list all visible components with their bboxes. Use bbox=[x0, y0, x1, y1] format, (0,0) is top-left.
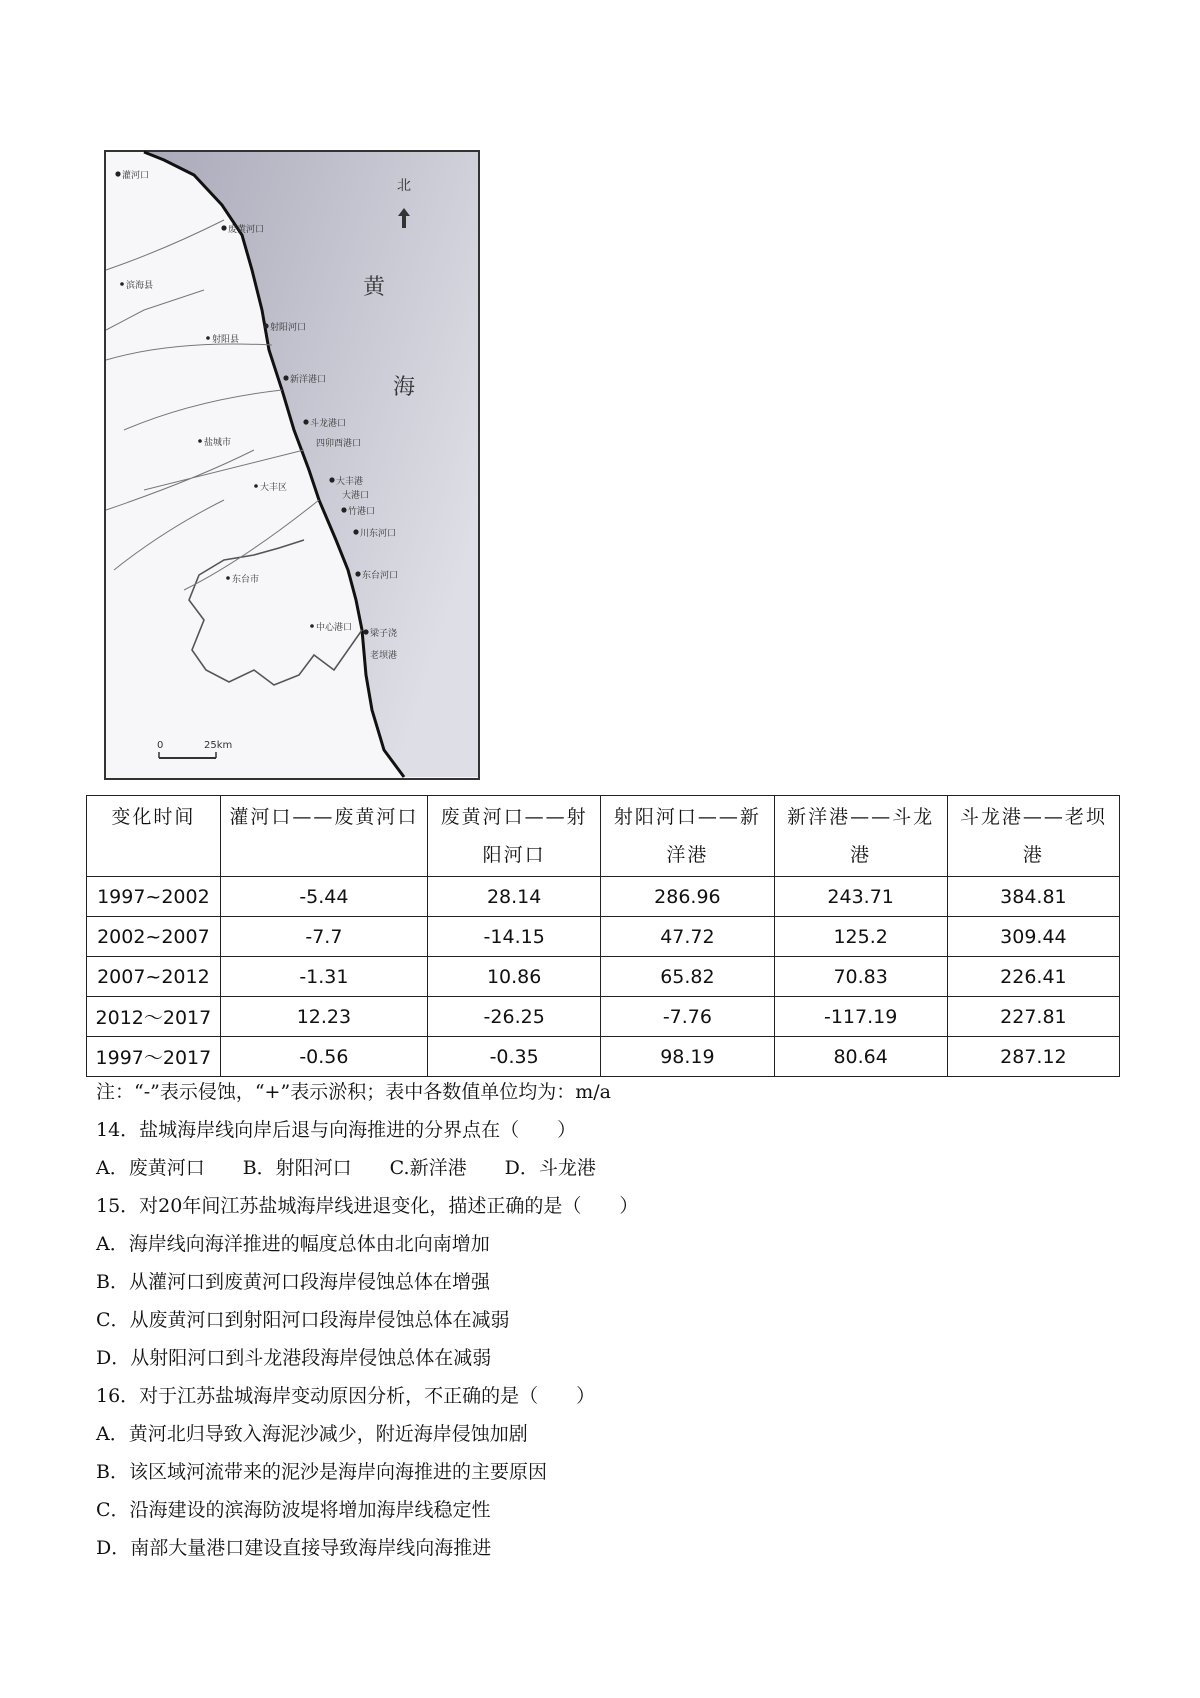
table-row bbox=[87, 1037, 1120, 1077]
table-cell: -0.56 bbox=[220, 1037, 427, 1077]
table-cell: -26.25 bbox=[428, 997, 601, 1037]
place-marker bbox=[353, 529, 358, 534]
place-label: 射阳河口 bbox=[270, 323, 307, 333]
place-marker bbox=[310, 624, 314, 628]
table-cell: 2012～2017 bbox=[87, 997, 221, 1037]
place-marker bbox=[303, 419, 308, 424]
table-cell: 227.81 bbox=[947, 997, 1119, 1037]
place-marker bbox=[198, 439, 202, 443]
table-header-row bbox=[87, 796, 1120, 877]
place-label: 老坝港 bbox=[370, 651, 398, 661]
place-label: 射阳县 bbox=[212, 335, 240, 345]
place-label: 大港口 bbox=[342, 491, 370, 501]
header-segment-3: 射阳河口——新洋港 bbox=[601, 796, 774, 877]
table-cell: -7.76 bbox=[601, 997, 774, 1037]
table-row bbox=[87, 917, 1120, 957]
place-label: 新洋港口 bbox=[290, 375, 327, 385]
table-cell: 70.83 bbox=[774, 957, 947, 997]
place-marker bbox=[263, 323, 268, 328]
scale-zero: 0 bbox=[157, 740, 164, 751]
header-period: 变化时间 bbox=[87, 796, 221, 877]
question-15-option-c: C．从废黄河口到射阳河口段海岸侵蚀总体在减弱 bbox=[96, 1309, 510, 1331]
question-16-option-b: B．该区域河流带来的泥沙是海岸向海推进的主要原因 bbox=[96, 1461, 547, 1483]
place-label: 废黄河口 bbox=[228, 225, 265, 235]
table-cell: 2007~2012 bbox=[87, 957, 221, 997]
table-cell: 80.64 bbox=[774, 1037, 947, 1077]
table-cell: 226.41 bbox=[947, 957, 1119, 997]
header-segment-4: 新洋港——斗龙港 bbox=[774, 796, 947, 877]
table-note: 注：“-”表示侵蚀，“+”表示淤积；表中各数值单位均为：m/a bbox=[96, 1081, 611, 1103]
place-label: 大丰港 bbox=[336, 477, 364, 487]
place-label: 东台河口 bbox=[362, 571, 399, 581]
table-cell: 1997~2002 bbox=[87, 877, 221, 917]
place-marker bbox=[254, 484, 258, 488]
table-cell: 2002~2007 bbox=[87, 917, 221, 957]
table-cell: 28.14 bbox=[428, 877, 601, 917]
table-cell: -14.15 bbox=[428, 917, 601, 957]
question-16-option-c: C．沿海建设的滨海防波堤将增加海岸线稳定性 bbox=[96, 1499, 491, 1521]
place-label: 大丰区 bbox=[260, 483, 288, 493]
question-16-stem: 16．对于江苏盐城海岸变动原因分析，不正确的是（ ） bbox=[96, 1385, 596, 1407]
table-cell: 10.86 bbox=[428, 957, 601, 997]
scale-label: 25km bbox=[204, 740, 233, 751]
map-svg bbox=[104, 150, 480, 780]
north-label: 北 bbox=[397, 178, 411, 194]
question-16-option-a: A．黄河北归导致入海泥沙减少，附近海岸侵蚀加剧 bbox=[96, 1423, 528, 1445]
place-label: 梁子浇 bbox=[370, 629, 398, 639]
header-segment-5: 斗龙港——老坝港 bbox=[947, 796, 1119, 877]
place-label: 中心港口 bbox=[316, 623, 353, 633]
table-cell: -0.35 bbox=[428, 1037, 601, 1077]
table-cell: 309.44 bbox=[947, 917, 1119, 957]
table-row bbox=[87, 957, 1120, 997]
place-label: 东台市 bbox=[232, 575, 260, 585]
question-14-options: A．废黄河口 B．射阳河口 C.新洋港 D．斗龙港 bbox=[96, 1157, 596, 1179]
place-label: 竹港口 bbox=[348, 507, 376, 517]
table-cell: 384.81 bbox=[947, 877, 1119, 917]
place-marker bbox=[115, 171, 120, 176]
table-cell: -117.19 bbox=[774, 997, 947, 1037]
question-15-stem: 15．对20年间江苏盐城海岸线进退变化，描述正确的是（ ） bbox=[96, 1195, 639, 1217]
place-label: 盐城市 bbox=[204, 438, 232, 448]
place-marker bbox=[329, 477, 334, 482]
sea-label-2: 海 bbox=[392, 375, 416, 400]
table-cell: -7.7 bbox=[220, 917, 427, 957]
place-marker bbox=[221, 225, 226, 230]
table-cell: 125.2 bbox=[774, 917, 947, 957]
coastline-change-table bbox=[86, 795, 1120, 1077]
table-cell: 65.82 bbox=[601, 957, 774, 997]
place-marker bbox=[341, 507, 346, 512]
table-cell: 243.71 bbox=[774, 877, 947, 917]
table-cell: 98.19 bbox=[601, 1037, 774, 1077]
place-marker bbox=[283, 375, 288, 380]
place-label: 滨海县 bbox=[126, 281, 154, 291]
place-marker bbox=[120, 282, 124, 286]
place-marker bbox=[226, 576, 230, 580]
question-14-stem: 14．盐城海岸线向岸后退与向海推进的分界点在（ ） bbox=[96, 1119, 577, 1141]
table-cell: 12.23 bbox=[220, 997, 427, 1037]
table-cell: -5.44 bbox=[220, 877, 427, 917]
question-15-option-b: B．从灌河口到废黄河口段海岸侵蚀总体在增强 bbox=[96, 1271, 490, 1293]
question-16-option-d: D．南部大量港口建设直接导致海岸线向海推进 bbox=[96, 1537, 492, 1559]
table-cell: 47.72 bbox=[601, 917, 774, 957]
place-marker bbox=[363, 629, 368, 634]
header-segment-1: 灌河口——废黄河口 bbox=[220, 796, 427, 877]
table-cell: 286.96 bbox=[601, 877, 774, 917]
place-label: 灌河口 bbox=[122, 171, 150, 181]
place-marker bbox=[355, 571, 360, 576]
place-label: 斗龙港口 bbox=[310, 419, 347, 429]
table-cell: 287.12 bbox=[947, 1037, 1119, 1077]
place-label: 四卯酉港口 bbox=[316, 439, 362, 449]
question-15-option-d: D．从射阳河口到斗龙港段海岸侵蚀总体在减弱 bbox=[96, 1347, 492, 1369]
header-segment-2: 废黄河口——射阳河口 bbox=[428, 796, 601, 877]
place-label: 川东河口 bbox=[360, 529, 397, 539]
table-cell: -1.31 bbox=[220, 957, 427, 997]
table-row bbox=[87, 997, 1120, 1037]
sea-label-1: 黄 bbox=[362, 275, 386, 300]
table-cell: 1997～2017 bbox=[87, 1037, 221, 1077]
table-row bbox=[87, 877, 1120, 917]
coastline-map bbox=[104, 150, 480, 780]
question-15-option-a: A．海岸线向海洋推进的幅度总体由北向南增加 bbox=[96, 1233, 490, 1255]
place-marker bbox=[206, 336, 210, 340]
